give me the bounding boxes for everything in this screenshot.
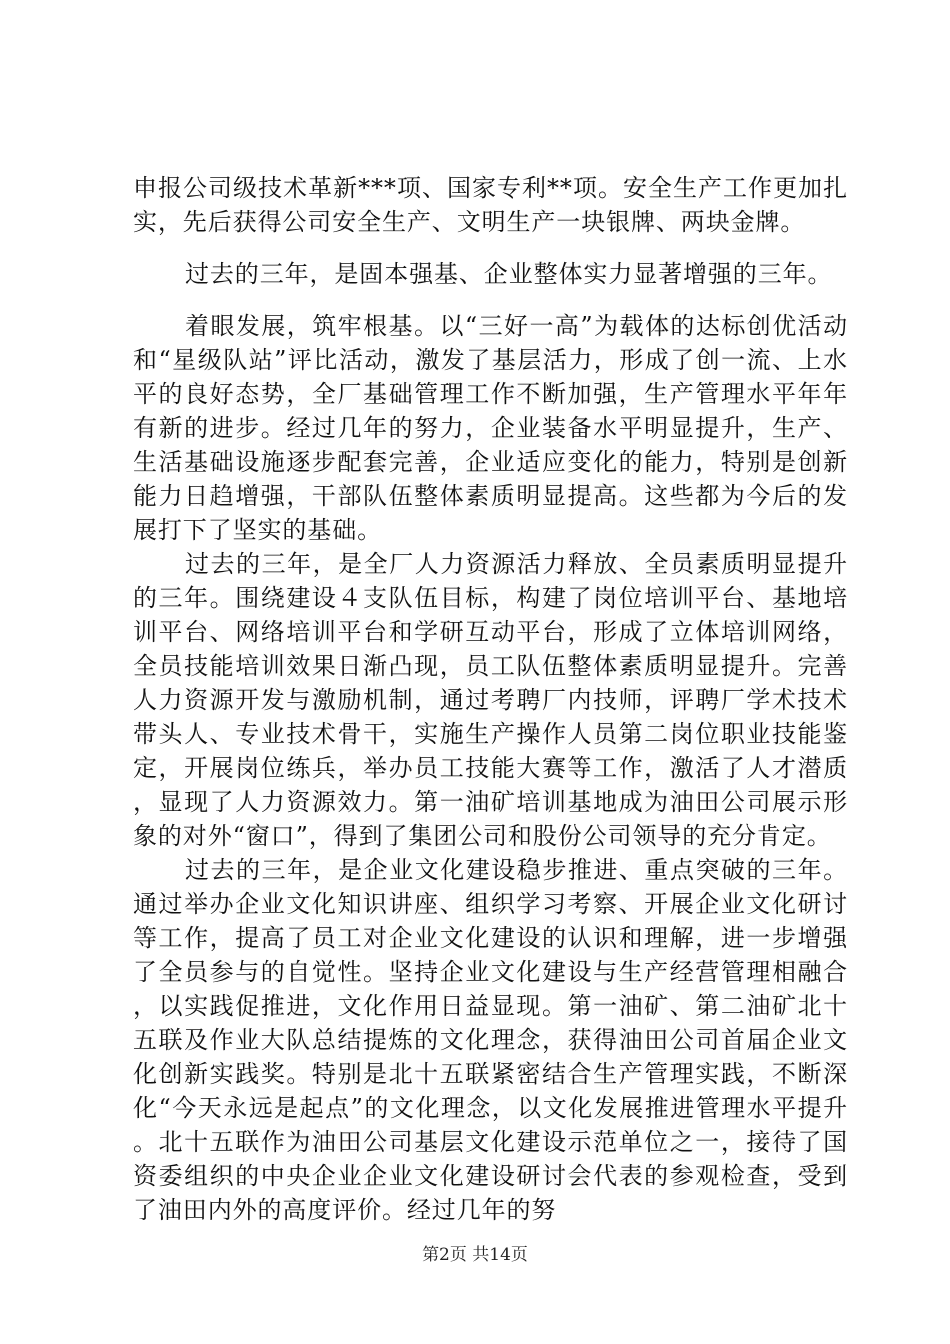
paragraph-2: 过去的三年，是固本强基、企业整体实力显著增强的三年。 [185,260,833,288]
paragraph-1: 申报公司级技术革新***项、国家专利**项。安全生产工作更加扎实，先后获得公司安全生产、文明生产一块银牌、两块金牌。 [133,174,848,236]
document-body [133,171,848,1227]
page-footer: 第2页 共14页 [422,1245,528,1265]
paragraph-4: 过去的三年，是全厂人力资源活力释放、全员素质明显提升的三年。围绕建设４支队伍目标，构建了岗位培训平台、基地培训平台、网络培训平台和学研互动平台，形成了立体培训网络，全员技能培训效果日渐凸现，员工队伍整体素质明显提升。完善人力资源开发与激励机制，通过考聘厂内技师，评聘厂学术技术带头人、专业技术骨干，实施生产操作人员第二岗位职业技能鉴定，开展岗位练兵，举办员工技能大赛等工作，激活了人才潜质，显现了人力资源效力。第一油矿培训基地成为油田公司展示形象的对外“窗口”，得到了集团公司和股份公司领导的充分肯定。 [133,550,848,850]
paragraph-3: 着眼发展，筑牢根基。以“三好一高”为载体的达标创优活动和“星级队站”评比活动，激发了基层活力，形成了创一流、上水平的良好态势，全厂基础管理工作不断加强，生产管理水平年年有新的进步。经过几年的努力，企业装备水平明显提升，生产、生活基础设施逐步配套完善，企业适应变化的能力，特别是创新能力日趋增强，干部队伍整体素质明显提高。这些都为今后的发展打下了坚实的基础。 [133,312,848,544]
paragraph-5: 过去的三年，是企业文化建设稳步推进、重点突破的三年。通过举办企业文化知识讲座、组织学习考察、开展企业文化研讨等工作，提高了员工对企业文化建设的认识和理解，进一步增强了全员参与的自觉性。坚持企业文化建设与生产经营管理相融合，以实践促推进，文化作用日益显现。第一油矿、第二油矿北十五联及作业大队总结提炼的文化理念，获得油田公司首届企业文化创新实践奖。特别是北十五联紧密结合生产管理实践，不断深化“今天永远是起点”的文化理念，以文化发展推进管理水平提升。北十五联作为油田公司基层文化建设示范单位之一，接待了国资委组织的中央企业企业文化建设研讨会代表的参观检查，受到了油田内外的高度评价。经过几年的努 [133,856,848,1224]
